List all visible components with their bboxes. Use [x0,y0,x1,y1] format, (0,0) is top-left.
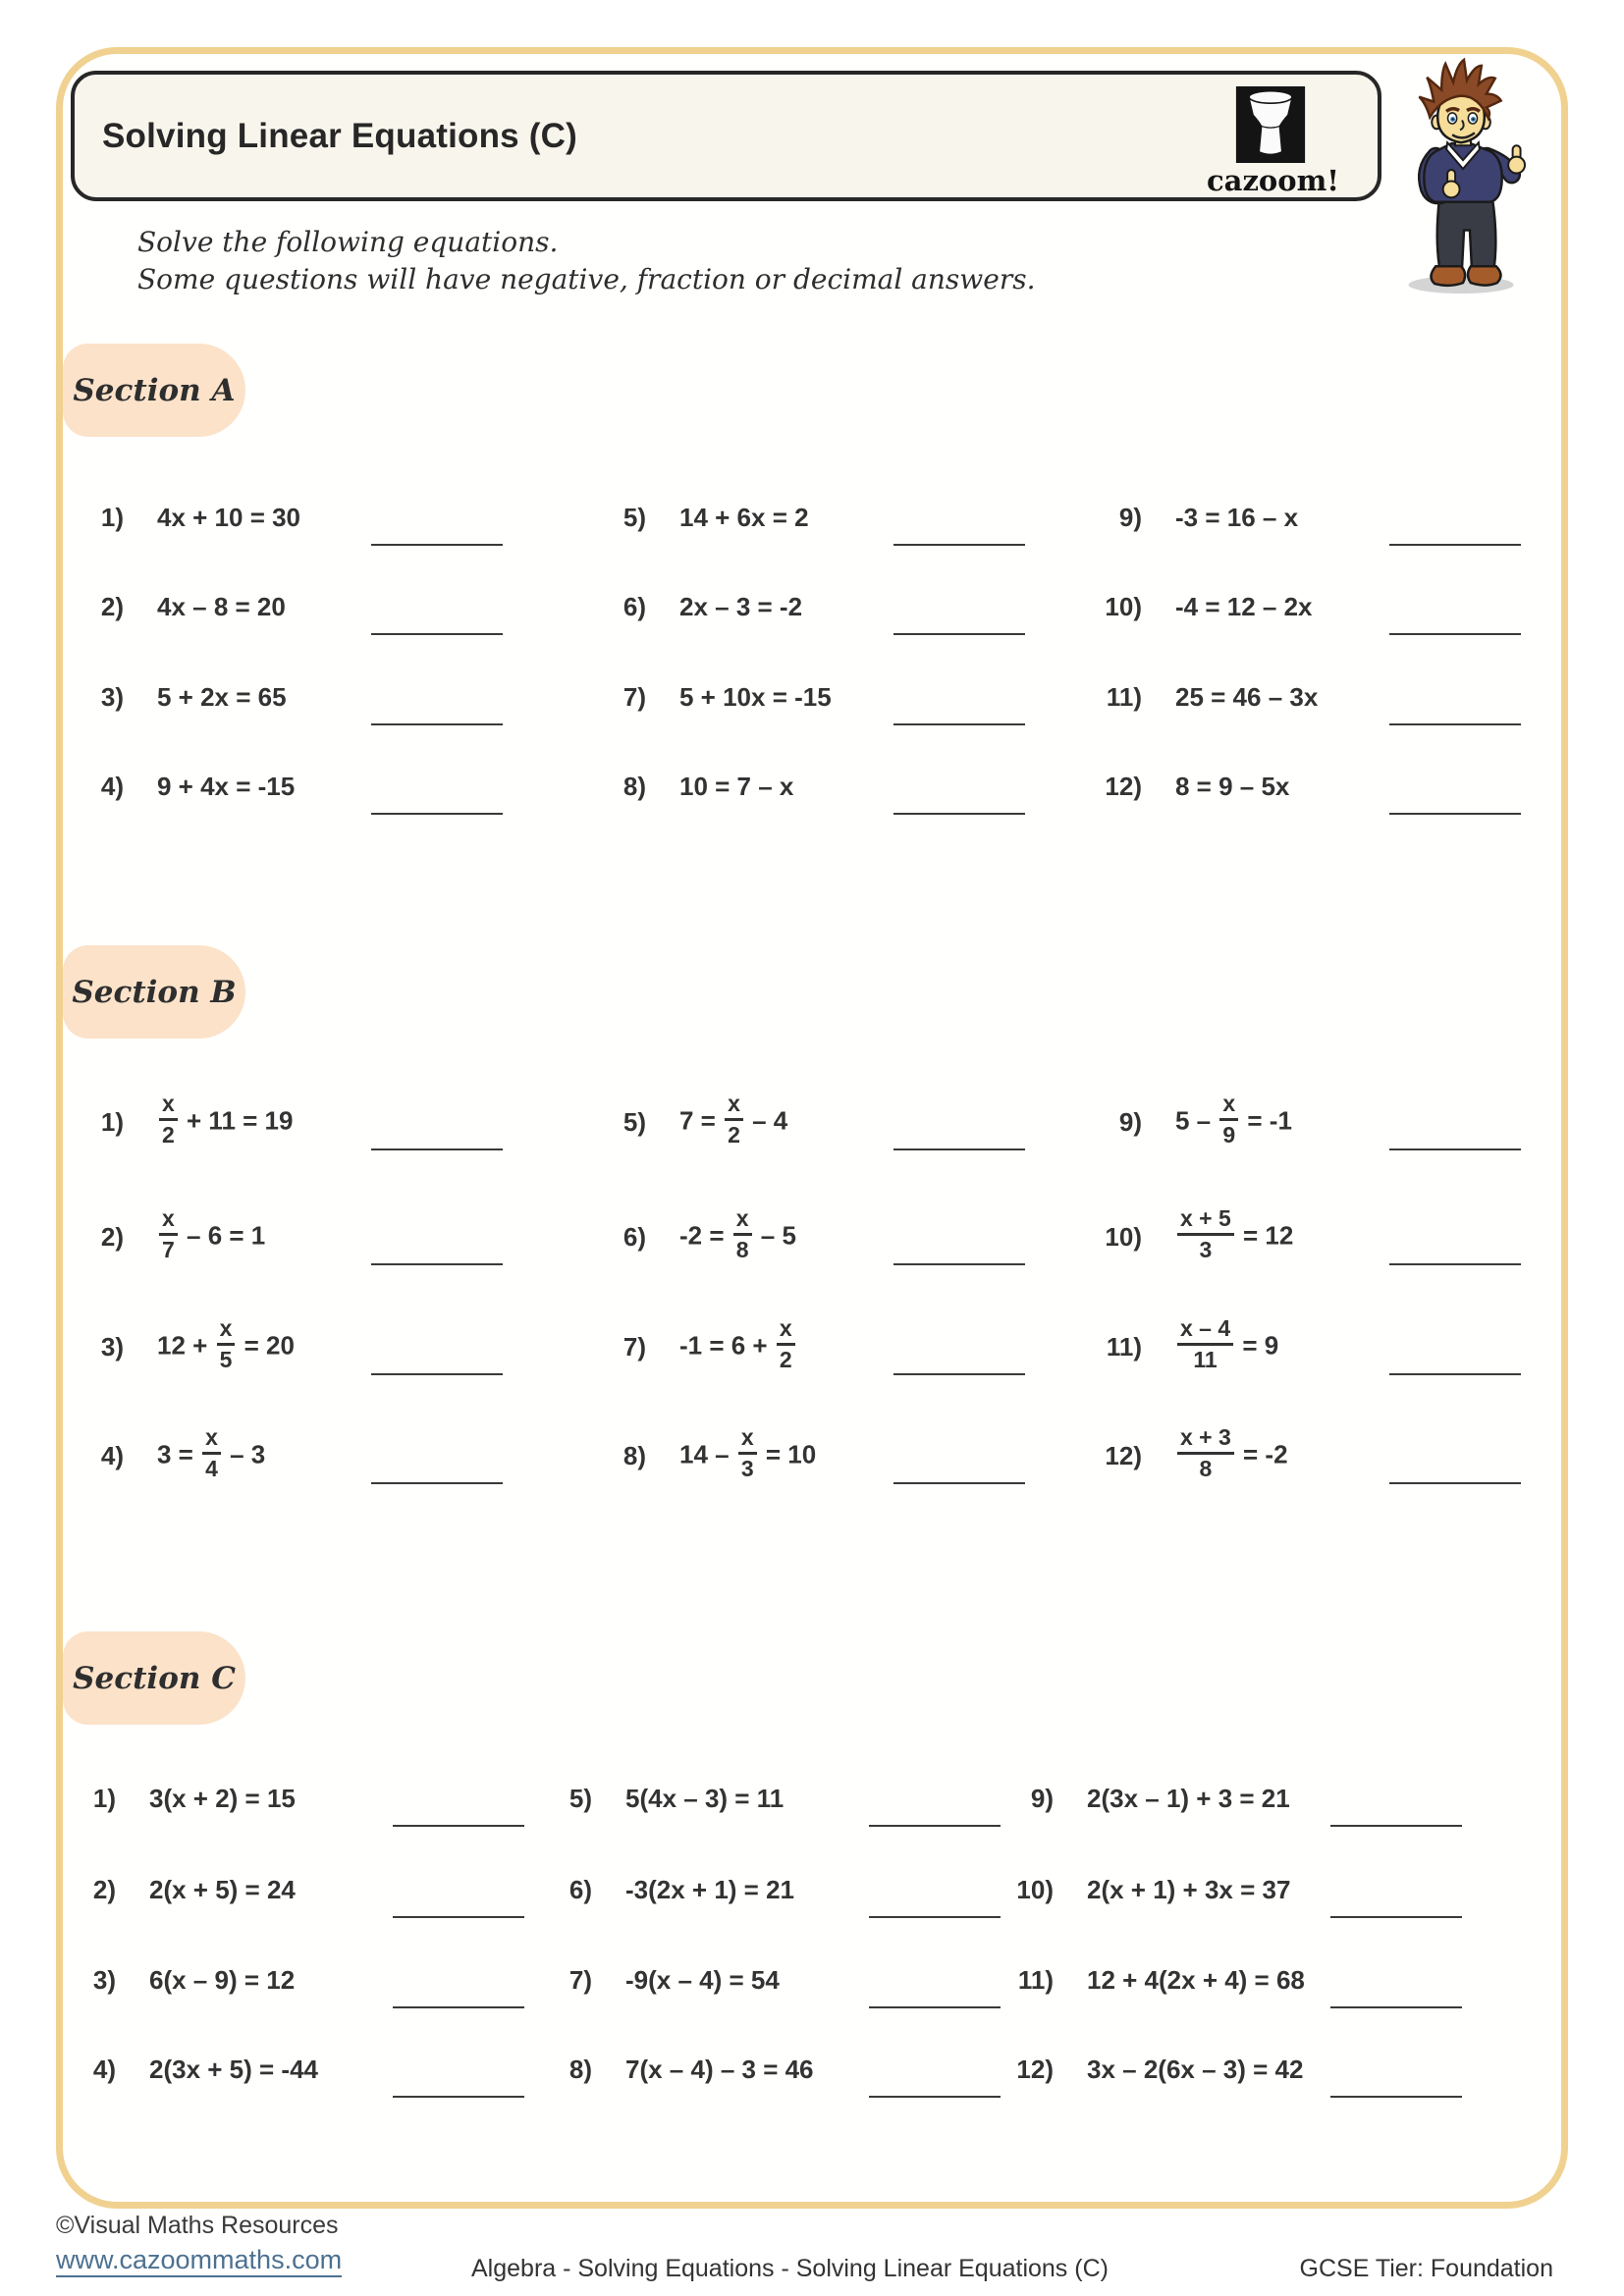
fraction-denominator: 4 [205,1455,218,1481]
equation [1175,1204,1294,1264]
equation-text: 5(4x – 3) = 11 [625,1783,785,1813]
answer-line[interactable] [893,813,1025,815]
question-number: 11) [1017,1964,1054,1995]
fraction-denominator: 5 [219,1346,233,1372]
equation-text: 4x + 10 = 30 [157,502,301,532]
fraction-bar [777,1343,795,1346]
fraction-denominator: 11 [1193,1346,1218,1372]
question-number: 10) [1016,1874,1054,1904]
fraction-numerator: x [219,1314,233,1341]
equation-text: 5 – [1175,1104,1218,1135]
fraction [725,1090,743,1148]
equation-text: 8 = 9 – 5x [1175,771,1290,801]
question-a4 [67,758,528,815]
equation [679,682,832,713]
question-number: 7) [623,1331,646,1362]
equation-text: 14 + 6x = 2 [679,502,809,532]
question-number: 4) [100,1440,124,1470]
section-label-text: Section B [72,974,237,1010]
equation-text: 2(3x – 1) + 3 = 21 [1087,1783,1290,1813]
question-number: 1) [92,1783,116,1813]
equation [679,592,802,622]
equation-text: 25 = 46 – 3x [1175,681,1319,712]
equation-text: – 3 [222,1438,266,1468]
answer-line[interactable] [371,813,503,815]
question-c7 [535,1951,997,2008]
answer-line[interactable] [1330,1825,1462,1827]
equation-text: 12 + [157,1329,215,1360]
answer-line[interactable] [1389,544,1521,546]
equation [679,1204,796,1264]
equation [625,2055,814,2085]
equation [157,503,300,533]
fraction-bar [725,1118,743,1121]
answer-line[interactable] [893,544,1025,546]
equation [157,1314,295,1374]
answer-line[interactable] [371,1482,503,1484]
fraction-bar [159,1233,178,1236]
answer-line[interactable] [393,1916,524,1918]
fraction-bar [733,1233,752,1236]
fraction [159,1090,178,1148]
equation-text: 7(x – 4) – 3 = 46 [625,2054,814,2084]
question-b5 [589,1090,1051,1150]
equation-text: 6(x – 9) = 12 [149,1964,296,1995]
equation-text: -4 = 12 – 2x [1175,591,1313,621]
answer-line[interactable] [893,723,1025,725]
question-b1 [67,1090,528,1150]
answer-line[interactable] [371,1148,503,1150]
question-a9 [1085,489,1546,546]
equation-text: 7 = [679,1104,724,1135]
fraction-denominator: 2 [779,1346,792,1372]
question-a5 [589,489,1051,546]
answer-line[interactable] [1389,1373,1521,1375]
equation [157,682,287,713]
page-title: Solving Linear Equations (C) [102,116,577,155]
answer-line[interactable] [393,1825,524,1827]
question-number: 2) [92,1874,116,1904]
question-c3 [59,1951,520,2008]
fraction-denominator: 2 [728,1121,740,1148]
answer-line[interactable] [1330,2096,1462,2098]
equation [1175,772,1289,802]
question-b9 [1085,1090,1546,1150]
section-label-text: Section A [73,372,236,408]
section-label-c [63,1631,245,1725]
answer-line[interactable] [1389,1263,1521,1265]
answer-line[interactable] [893,1482,1025,1484]
fraction-numerator: x [735,1204,749,1231]
question-number: 12) [1105,1440,1142,1470]
equation-text: 2x – 3 = -2 [679,591,803,621]
answer-line[interactable] [893,1373,1025,1375]
fraction-bar [1177,1343,1233,1346]
mascot-boy-thumbs-up [1382,53,1547,296]
equation-text: 2(3x + 5) = -44 [149,2054,318,2084]
equation-text: 4x – 8 = 20 [157,591,286,621]
answer-line[interactable] [869,1916,1001,1918]
question-b6 [589,1204,1051,1265]
question-a11 [1085,668,1546,725]
fraction-bar [1177,1452,1234,1455]
question-number: 10) [1105,591,1142,621]
question-c9 [997,1770,1458,1827]
fraction [1177,1314,1233,1372]
fraction-numerator: x [779,1314,792,1341]
fraction [1177,1204,1234,1262]
question-c2 [59,1861,520,1918]
fraction-denominator: 7 [162,1236,175,1262]
question-number: 10) [1105,1221,1142,1252]
equation-text: – 4 [744,1104,788,1135]
fraction-numerator: x [1222,1090,1236,1116]
equation-text: -1 = 6 + [679,1329,775,1360]
question-a8 [589,758,1051,815]
fraction-denominator: 9 [1222,1121,1236,1148]
title-box [71,71,1381,201]
fraction-numerator: x [740,1423,754,1450]
question-number: 1) [100,502,124,532]
equation-text: 5 + 10x = -15 [679,681,832,712]
fraction-denominator: 3 [1199,1236,1213,1262]
instructions [137,224,1035,298]
cazoom-logo [1207,86,1340,197]
question-b7 [589,1314,1051,1375]
equation-text: = 20 [237,1329,295,1360]
copyright-text: ©Visual Maths Resources [56,2212,339,2239]
question-b2 [67,1204,528,1265]
question-number: 3) [100,1331,124,1362]
equation-text: + 11 = 19 [179,1104,294,1135]
equation-text: 3x – 2(6x – 3) = 42 [1087,2054,1304,2084]
equation-text: – 6 = 1 [179,1219,266,1250]
fraction [159,1204,178,1262]
equation-text: 2(x + 1) + 3x = 37 [1087,1874,1291,1904]
question-number: 6) [623,1221,646,1252]
equation [1087,1965,1305,1996]
question-number: 3) [92,1964,116,1995]
equation [679,1090,788,1149]
equation [149,1875,296,1905]
answer-line[interactable] [1330,1916,1462,1918]
equation [1175,1090,1292,1149]
equation-text: 2(x + 5) = 24 [149,1874,296,1904]
question-a3 [67,668,528,725]
question-c10 [997,1861,1458,1918]
section-label-b [63,945,245,1039]
equation [1175,592,1313,622]
fraction-numerator: x + 3 [1180,1423,1231,1450]
question-a10 [1085,578,1546,635]
question-number: 12) [1016,2054,1054,2084]
equation [1087,1784,1290,1814]
question-c12 [997,2041,1458,2098]
question-b3 [67,1314,528,1375]
question-number: 11) [1106,681,1142,712]
answer-line[interactable] [1389,1148,1521,1150]
answer-line[interactable] [869,2096,1001,2098]
fraction-numerator: x – 4 [1180,1314,1231,1341]
fraction-denominator: 2 [162,1121,175,1148]
question-b8 [589,1423,1051,1484]
question-c8 [535,2041,997,2098]
fraction-numerator: x [205,1423,218,1450]
question-number: 2) [100,1221,124,1252]
question-number: 9) [1118,502,1142,532]
answer-line[interactable] [1389,1482,1521,1484]
question-number: 8) [623,1440,646,1470]
fraction-numerator: x [728,1090,740,1116]
fraction-denominator: 8 [735,1236,749,1262]
answer-line[interactable] [371,544,503,546]
fraction-bar [1177,1233,1234,1236]
section-label-text: Section C [73,1660,236,1696]
equation [625,1784,784,1814]
question-a6 [589,578,1051,635]
website-link[interactable]: www.cazoommaths.com [56,2245,342,2277]
answer-line[interactable] [869,2006,1001,2008]
equation [157,592,286,622]
equation [157,1204,266,1264]
answer-line[interactable] [371,1373,503,1375]
question-number: 9) [1030,1783,1054,1813]
fraction-numerator: x [162,1204,175,1231]
question-number: 5) [623,502,646,532]
question-number: 4) [92,2054,116,2084]
instruction-line-1: Solve the following equations. [137,226,559,258]
equation [679,772,793,802]
question-number: 3) [100,681,124,712]
question-number: 2) [100,591,124,621]
equation-text: 9 + 4x = -15 [157,771,296,801]
question-number: 5) [568,1783,592,1813]
equation [149,1784,296,1814]
answer-line[interactable] [893,633,1025,635]
equation-text: 3(x + 2) = 15 [149,1783,296,1813]
fraction [733,1204,752,1262]
djembe-drum-icon [1230,86,1311,163]
footer-left [56,2211,342,2277]
fraction-denominator: 8 [1199,1455,1213,1481]
answer-line[interactable] [371,633,503,635]
question-number: 12) [1105,771,1142,801]
question-number: 6) [568,1874,592,1904]
question-c11 [997,1951,1458,2008]
question-number: 7) [568,1964,592,1995]
question-number: 11) [1106,1331,1142,1362]
equation-text: = 9 [1235,1329,1279,1360]
question-b4 [67,1423,528,1484]
question-a2 [67,578,528,635]
equation-text: – 5 [753,1219,796,1250]
equation-text: -3(2x + 1) = 21 [625,1874,794,1904]
fraction-denominator: 3 [740,1455,754,1481]
answer-line[interactable] [393,2096,524,2098]
equation [149,2055,318,2085]
equation-text: 12 + 4(2x + 4) = 68 [1087,1964,1305,1995]
equation-text: -9(x – 4) = 54 [625,1964,780,1995]
question-number: 8) [568,2054,592,2084]
equation-text: -3 = 16 – x [1175,502,1299,532]
fraction [202,1423,221,1481]
fraction-bar [159,1118,178,1121]
fraction [217,1314,236,1372]
question-a1 [67,489,528,546]
fraction [777,1314,795,1372]
fraction-bar [202,1452,221,1455]
answer-line[interactable] [1389,813,1521,815]
answer-line[interactable] [893,1148,1025,1150]
question-b10 [1085,1204,1546,1265]
question-number: 9) [1118,1106,1142,1137]
equation-text: -2 = [679,1219,731,1250]
question-c1 [59,1770,520,1827]
equation [625,1965,780,1996]
fraction-bar [1219,1118,1238,1121]
equation [157,772,295,802]
equation [679,1423,817,1483]
equation [1175,682,1318,713]
question-c4 [59,2041,520,2098]
question-b12 [1085,1423,1546,1484]
equation [679,1314,797,1374]
answer-line[interactable] [371,1263,503,1265]
fraction-bar [738,1452,757,1455]
equation [157,1423,266,1483]
equation [157,1090,294,1149]
answer-line[interactable] [1389,633,1521,635]
question-a12 [1085,758,1546,815]
section-label-a [63,344,245,437]
fraction-numerator: x + 5 [1180,1204,1231,1231]
question-number: 6) [623,591,646,621]
equation-text: 10 = 7 – x [679,771,794,801]
answer-line[interactable] [1389,723,1521,725]
question-c5 [535,1770,997,1827]
question-number: 8) [623,771,646,801]
equation-text: = 12 [1235,1219,1294,1250]
equation [1175,1423,1288,1483]
fraction-bar [217,1343,236,1346]
fraction [1219,1090,1238,1148]
equation-text: = -1 [1240,1104,1292,1135]
equation-text: = -2 [1235,1438,1288,1468]
answer-line[interactable] [1330,2006,1462,2008]
answer-line[interactable] [371,723,503,725]
equation [625,1875,794,1905]
equation [1087,2055,1303,2085]
answer-line[interactable] [393,2006,524,2008]
question-number: 1) [100,1106,124,1137]
question-number: 5) [623,1106,646,1137]
question-b11 [1085,1314,1546,1375]
equation-text: 3 = [157,1438,201,1468]
footer-breadcrumb: Algebra - Solving Equations - Solving Linear Equations (C) [471,2255,1109,2282]
fraction-numerator: x [162,1090,175,1116]
fraction [738,1423,757,1481]
equation-text: = 10 [758,1438,817,1468]
answer-line[interactable] [869,1825,1001,1827]
equation [1087,1875,1290,1905]
equation [679,503,809,533]
fraction [1177,1423,1234,1481]
question-c6 [535,1861,997,1918]
question-a7 [589,668,1051,725]
answer-line[interactable] [893,1263,1025,1265]
instruction-line-2: Some questions will have negative, fraction or decimal answers. [137,263,1036,295]
question-number: 7) [623,681,646,712]
equation [1175,1314,1279,1374]
equation-text: 5 + 2x = 65 [157,681,287,712]
equation [149,1965,295,1996]
logo-wordmark: cazoom! [1207,164,1340,197]
equation-text: 14 – [679,1438,736,1468]
question-number: 4) [100,771,124,801]
footer-tier: GCSE Tier: Foundation [1299,2255,1553,2282]
equation [1175,503,1298,533]
